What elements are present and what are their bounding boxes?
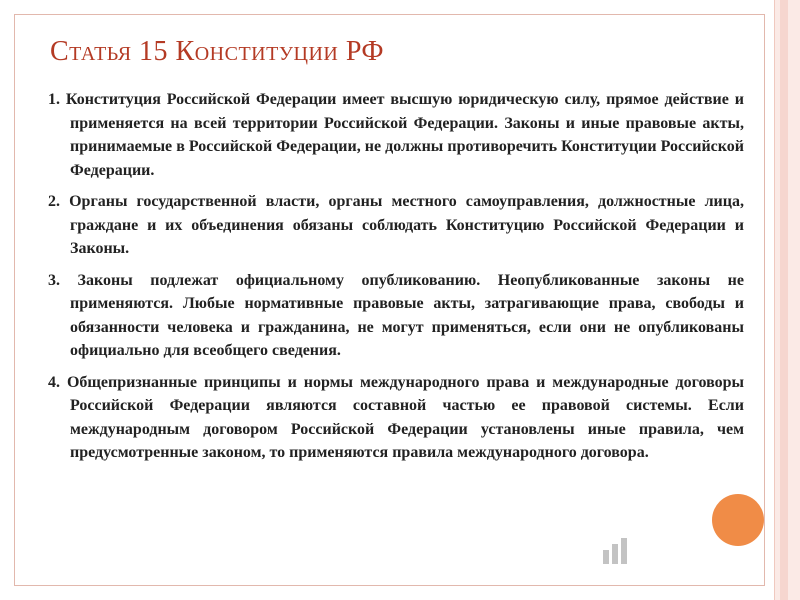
article-item-2: 2. Органы государственной власти, органы местного самоуправления, должностные лица, граждане и их объединения обязаны соблюдать Конституцию Российской Федерации и Законы.: [48, 193, 744, 257]
article-item-4: 4. Общепризнанные принципы и нормы международного права и международные договоры Российской Федерации являются составной частью ее правовой системы. Если международным договором Российской Федерации установлены иные правила, чем предусмотренные законом, то применяются правила международного договора.: [48, 373, 744, 461]
watermark: [600, 536, 630, 568]
article-list: [48, 88, 744, 473]
slide-title: Статья 15 Конституции РФ: [50, 36, 385, 67]
article-item-1: 1. Конституция Российской Федерации имеет высшую юридическую силу, прямое действие и применяется на всей территории Российской Федерации. Законы и иные правовые акты, принимаемые в Российской Федерации, не должны противоречить Конституции Российской Федерации.: [48, 91, 744, 179]
logo-icon: [600, 536, 630, 568]
decorative-circle: [712, 494, 764, 546]
decorative-side-strip-inner: [780, 0, 788, 600]
article-item-3: 3. Законы подлежат официальному опубликованию. Неопубликованные законы не применяются. Любые нормативные правовые акты, затрагивающие права, свободы и обязанности человека и гражданина, не могут применяться, если они не опубликованы официально для всеобщего сведения.: [48, 271, 744, 359]
